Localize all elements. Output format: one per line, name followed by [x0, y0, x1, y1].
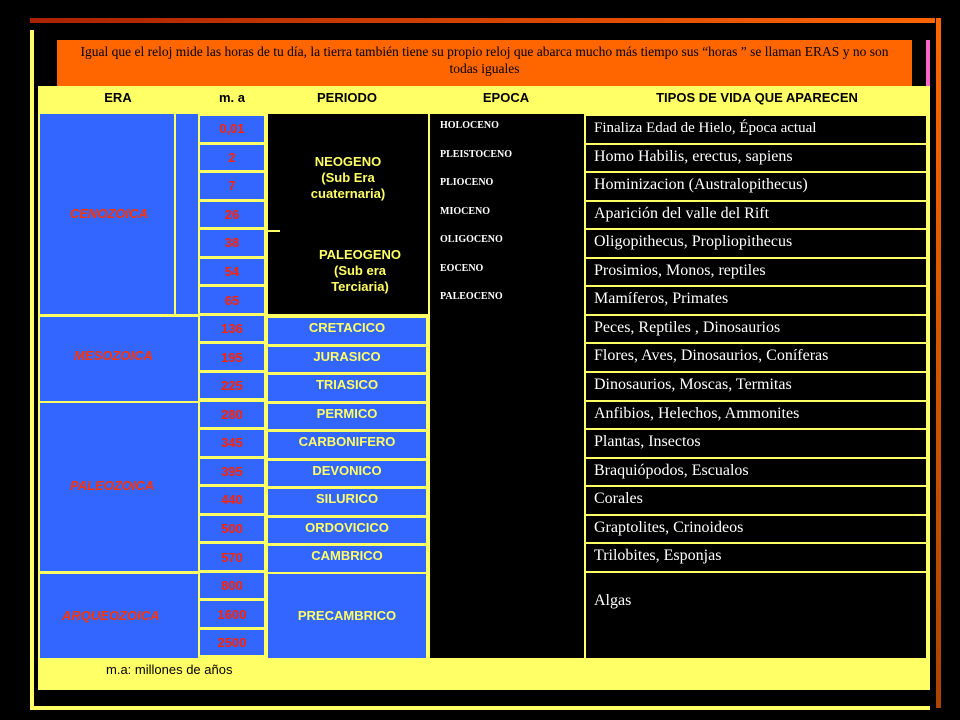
vida-item: Finaliza Edad de Hielo, Época actual: [584, 114, 930, 143]
epoca-item: PALEOCENO: [440, 291, 503, 303]
vida-item: Graptolites, Crinoideos: [584, 514, 930, 543]
vida-item: Hominizacion (Australopithecus): [584, 171, 930, 200]
periodo-item-label: SILURICO: [315, 491, 379, 507]
periodo-neogeno-line3: cuaternaria): [310, 186, 386, 201]
periodo-item-label: DEVONICO: [312, 462, 382, 478]
periodo-item-label: CRETACICO: [308, 320, 386, 335]
ma-value: 440: [198, 485, 266, 515]
periodo-item-label: CAMBRICO: [311, 548, 383, 564]
periodo-paleogeno: [280, 247, 440, 295]
periodo-item-label: CARBONIFERO: [298, 434, 396, 450]
ma-value: 1600: [198, 599, 266, 629]
ma-value: 345: [198, 428, 266, 458]
vida-item: Peces, Reptiles , Dinosaurios: [584, 314, 930, 343]
ma-value: 26: [198, 200, 266, 230]
vida-item: Mamíferos, Primates: [584, 285, 930, 314]
periodo-neogeno: [268, 154, 428, 202]
era-mesozoica-label: MESOZOICA: [74, 348, 153, 363]
ma-value: 136: [198, 314, 266, 344]
ma-value: 38: [198, 228, 266, 258]
periodo-item: [266, 402, 428, 432]
frame-bottom-line: [30, 706, 930, 710]
epoca-item: EOCENO: [440, 262, 484, 274]
vida-item: Dinosaurios, Moscas, Termitas: [584, 371, 930, 400]
periodo-item: [266, 459, 428, 489]
header-vida: TIPOS DE VIDA QUE APARECEN: [656, 90, 858, 105]
header-periodo: PERIODO: [317, 90, 377, 105]
header-era: ERA: [104, 90, 132, 105]
ma-value: 800: [198, 571, 266, 601]
vida-item: Prosimios, Monos, reptiles: [584, 257, 930, 286]
frame-right-line: [936, 18, 941, 708]
vida-item: Algas: [584, 571, 930, 657]
vida-item: Homo Habilis, erectus, sapiens: [584, 143, 930, 172]
periodo-item-label: JURASICO: [313, 348, 381, 364]
ma-value: 0,01: [198, 114, 266, 144]
vida-item: Anfibios, Helechos, Ammonites: [584, 400, 930, 429]
vida-item: Oligopithecus, Propliopithecus: [584, 228, 930, 257]
ma-value: 2500: [198, 628, 266, 658]
epoca-item: PLIOCENO: [440, 177, 494, 189]
ma-value: 2: [198, 143, 266, 173]
footer-note: m.a: millones de años: [106, 662, 233, 677]
vida-item: Plantas, Insectos: [584, 428, 930, 457]
periodo-item: [266, 345, 428, 375]
vida-item: Trilobites, Esponjas: [584, 542, 930, 571]
ma-value: 570: [198, 542, 266, 572]
header-epoca: EPOCA: [482, 90, 530, 105]
periodo-item-label: ORDOVICICO: [305, 519, 389, 535]
periodo-item: [266, 316, 428, 346]
era-cenozoica-subcell: [176, 114, 198, 314]
header-ma: m. a: [218, 90, 245, 105]
ma-value: 225: [198, 371, 266, 401]
periodo-item-label: PERMICO: [316, 405, 378, 421]
periodo-item: [266, 430, 428, 460]
era-cenozoica-label: CENOZOICA: [70, 206, 148, 221]
periodo-paleogeno-line3: Terciaria): [331, 279, 389, 294]
periodo-precambrico: PRECAMBRICO: [297, 608, 397, 623]
ma-value: 54: [198, 257, 266, 287]
ma-value: 7: [198, 171, 266, 201]
era-arqueozoica-label: ARQUEOZOICA: [62, 608, 160, 623]
vida-item: Braquiópodos, Escualos: [584, 457, 930, 486]
vida-item: Corales: [584, 485, 930, 514]
vida-item: Aparición del valle del Rift: [584, 200, 930, 229]
ma-value: 65: [198, 285, 266, 315]
vida-item: Flores, Aves, Dinosaurios, Coníferas: [584, 342, 930, 371]
periodo-item: [266, 516, 428, 546]
periodo-item-label: TRIASICO: [315, 377, 379, 393]
ma-value: 500: [198, 514, 266, 544]
epoca-item: PLEISTOCENO: [440, 148, 513, 160]
frame-top-line: [30, 18, 935, 23]
periodo-neogeno-divider: [266, 230, 280, 232]
epoca-item: MIOCENO: [440, 205, 490, 217]
era-paleozoica-label: PALEOZOICA: [70, 478, 155, 493]
periodo-paleogeno-line2: (Sub era: [333, 263, 386, 278]
periodo-item: [266, 544, 428, 574]
frame-left-line: [30, 30, 34, 710]
ma-value: 395: [198, 457, 266, 487]
periodo-item: [266, 487, 428, 517]
ma-value: 195: [198, 342, 266, 372]
periodo-item: [266, 373, 428, 403]
ma-value: 280: [198, 400, 266, 430]
periodo-paleogeno-line1: PALEOGENO: [318, 247, 402, 262]
periodo-neogeno-line2: (Sub Era: [321, 170, 375, 185]
periodo-neogeno-line1: NEOGENO: [314, 154, 382, 169]
epoca-black-block: [430, 114, 584, 658]
intro-box: Igual que el reloj mide las horas de tu día, la tierra también tiene su propio reloj que abarca mucho más tiempo sus “horas ” se llaman ERAS y no son todas iguales: [57, 40, 912, 86]
epoca-item: HOLOCENO: [440, 120, 499, 131]
epoca-item: OLIGOCENO: [440, 234, 503, 246]
